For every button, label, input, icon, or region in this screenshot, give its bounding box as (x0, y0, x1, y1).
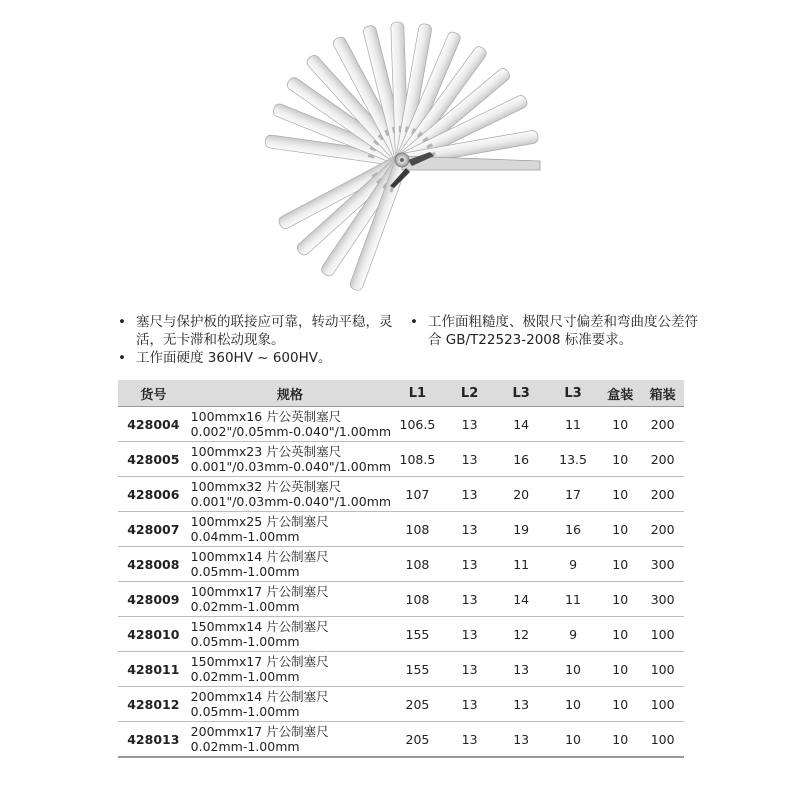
spec-range: 0.001"/0.03mm-0.040"/1.00mm (190, 494, 392, 509)
cell-l2: 13 (444, 722, 496, 758)
cell-spec (189, 407, 391, 442)
spec-name: 100mmx14 片公制塞尺 (190, 549, 329, 564)
cell-l3a: 13 (495, 722, 547, 758)
cell-code: 428010 (118, 617, 189, 652)
cell-l3b: 11 (547, 407, 599, 442)
cell-box: 10 (599, 652, 641, 687)
feature-item: • 塞尺与保护板的联接应可靠，转动平稳，灵活，无卡滞和松动现象。 (118, 313, 408, 349)
cell-l3b: 9 (547, 547, 599, 582)
table-row (118, 547, 684, 582)
cell-l3a: 12 (495, 617, 547, 652)
cell-l3a: 13 (495, 687, 547, 722)
cell-l3b: 10 (547, 652, 599, 687)
table-header-row (118, 380, 684, 407)
cell-case: 200 (641, 407, 684, 442)
cell-spec (189, 442, 391, 477)
cell-spec (189, 722, 391, 758)
cell-l1: 108 (391, 582, 444, 617)
cell-box: 10 (599, 477, 641, 512)
cell-l2: 13 (444, 687, 496, 722)
header-case-qty: 箱装 (641, 380, 684, 407)
cell-case: 100 (641, 722, 684, 758)
cell-l1: 205 (391, 687, 444, 722)
header-l2: L2 (444, 380, 496, 407)
cell-l3a: 20 (495, 477, 547, 512)
header-l3: L3 (495, 380, 547, 407)
cell-spec (189, 547, 391, 582)
table-row (118, 652, 684, 687)
cell-l1: 205 (391, 722, 444, 758)
cell-spec (189, 582, 391, 617)
cell-l3b: 16 (547, 512, 599, 547)
cell-case: 300 (641, 547, 684, 582)
spec-range: 0.05mm-1.00mm (190, 564, 300, 579)
cell-l1: 155 (391, 617, 444, 652)
cell-box: 10 (599, 407, 641, 442)
cell-l2: 13 (444, 407, 496, 442)
cell-spec (189, 652, 391, 687)
header-l1: L1 (391, 380, 444, 407)
cell-box: 10 (599, 442, 641, 477)
cell-l3b: 17 (547, 477, 599, 512)
cell-spec (189, 687, 391, 722)
spec-name: 100mmx23 片公英制塞尺 (190, 444, 342, 459)
spec-range: 0.002"/0.05mm-0.040"/1.00mm (190, 424, 392, 439)
spec-range: 0.05mm-1.00mm (190, 704, 300, 719)
feeler-gauge-fan-image (230, 20, 560, 305)
table-row (118, 617, 684, 652)
cell-l3a: 11 (495, 547, 547, 582)
cell-code: 428009 (118, 582, 189, 617)
cell-box: 10 (599, 722, 641, 758)
cell-l2: 13 (444, 582, 496, 617)
cell-code: 428005 (118, 442, 189, 477)
cell-code: 428004 (118, 407, 189, 442)
cell-l3a: 14 (495, 407, 547, 442)
spec-range: 0.02mm-1.00mm (190, 739, 300, 754)
cell-code: 428012 (118, 687, 189, 722)
spec-range: 0.02mm-1.00mm (190, 669, 300, 684)
spec-range: 0.001"/0.03mm-0.040"/1.00mm (190, 459, 392, 474)
spec-range: 0.05mm-1.00mm (190, 634, 300, 649)
table-row (118, 442, 684, 477)
spec-range: 0.04mm-1.00mm (190, 529, 300, 544)
cell-code: 428011 (118, 652, 189, 687)
feature-item: • 工作面硬度 360HV ~ 600HV。 (118, 349, 408, 367)
cell-case: 200 (641, 477, 684, 512)
table-row (118, 722, 684, 758)
cell-case: 200 (641, 442, 684, 477)
cell-l1: 106.5 (391, 407, 444, 442)
cell-l2: 13 (444, 442, 496, 477)
header-spec: 规格 (189, 380, 391, 407)
cell-box: 10 (599, 617, 641, 652)
feature-list-left (118, 313, 408, 367)
cell-l3b: 9 (547, 617, 599, 652)
cell-l3b: 11 (547, 582, 599, 617)
cell-l2: 13 (444, 477, 496, 512)
spec-name: 100mmx16 片公英制塞尺 (190, 409, 342, 424)
cell-case: 100 (641, 652, 684, 687)
cell-l1: 108 (391, 512, 444, 547)
spec-name: 100mmx32 片公英制塞尺 (190, 479, 342, 494)
cell-case: 100 (641, 617, 684, 652)
specification-table (118, 380, 684, 758)
cell-l1: 108.5 (391, 442, 444, 477)
spec-range: 0.02mm-1.00mm (190, 599, 300, 614)
spec-name: 200mmx17 片公制塞尺 (190, 724, 329, 739)
table-row (118, 477, 684, 512)
cell-l3b: 13.5 (547, 442, 599, 477)
cell-l1: 155 (391, 652, 444, 687)
cell-spec (189, 512, 391, 547)
cell-spec (189, 477, 391, 512)
cell-code: 428008 (118, 547, 189, 582)
cell-spec (189, 617, 391, 652)
cell-case: 300 (641, 582, 684, 617)
cell-code: 428007 (118, 512, 189, 547)
cell-l3b: 10 (547, 687, 599, 722)
cell-l3a: 14 (495, 582, 547, 617)
cell-l2: 13 (444, 512, 496, 547)
cell-box: 10 (599, 547, 641, 582)
feature-list-right (410, 313, 700, 349)
cell-box: 10 (599, 582, 641, 617)
table-row (118, 582, 684, 617)
cell-box: 10 (599, 687, 641, 722)
header-l3-second: L3 (547, 380, 599, 407)
cell-code: 428013 (118, 722, 189, 758)
cell-l2: 13 (444, 547, 496, 582)
header-code: 货号 (118, 380, 189, 407)
table-row (118, 687, 684, 722)
cell-case: 200 (641, 512, 684, 547)
cell-l3a: 19 (495, 512, 547, 547)
spec-name: 150mmx14 片公制塞尺 (190, 619, 329, 634)
cell-l3b: 10 (547, 722, 599, 758)
cell-l2: 13 (444, 617, 496, 652)
cell-l1: 108 (391, 547, 444, 582)
cell-l3a: 13 (495, 652, 547, 687)
spec-name: 150mmx17 片公制塞尺 (190, 654, 329, 669)
feature-item: • 工作面粗糙度、极限尺寸偏差和弯曲度公差符合 GB/T22523-2008 标准要求。 (410, 313, 700, 349)
cell-l2: 13 (444, 652, 496, 687)
spec-name: 100mmx25 片公制塞尺 (190, 514, 329, 529)
cell-l1: 107 (391, 477, 444, 512)
cell-box: 10 (599, 512, 641, 547)
gauge-protective-plate (390, 152, 540, 188)
table-row (118, 407, 684, 442)
header-box-qty: 盒装 (599, 380, 641, 407)
cell-code: 428006 (118, 477, 189, 512)
spec-name: 200mmx14 片公制塞尺 (190, 689, 329, 704)
table-row (118, 512, 684, 547)
cell-case: 100 (641, 687, 684, 722)
spec-name: 100mmx17 片公制塞尺 (190, 584, 329, 599)
cell-l3a: 16 (495, 442, 547, 477)
